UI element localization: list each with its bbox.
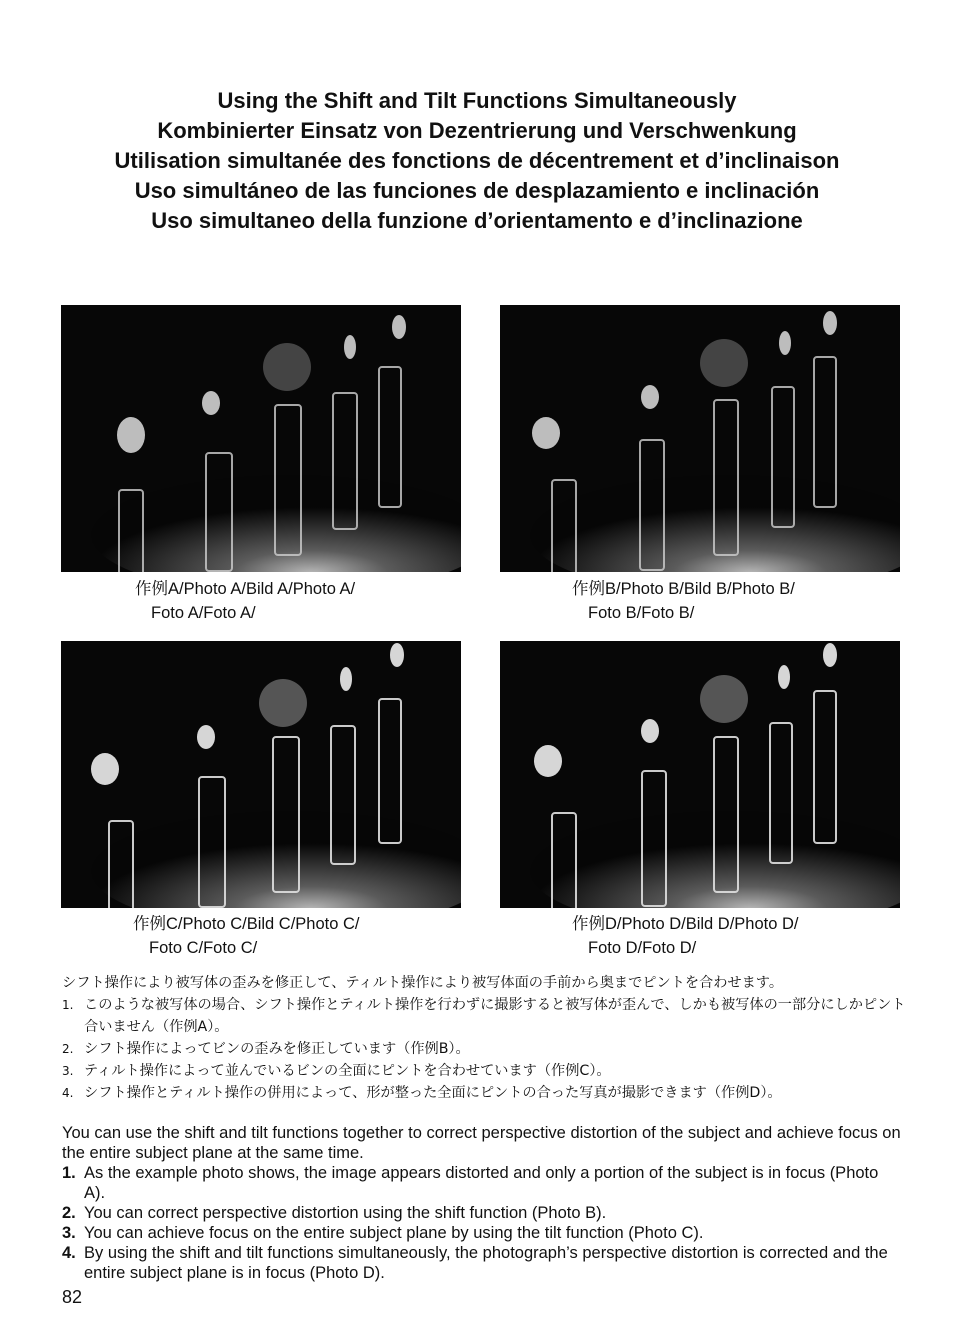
list-item <box>62 1203 902 1223</box>
english-section <box>62 1123 902 1283</box>
caption-photo-b <box>572 577 795 625</box>
caption-photo-a <box>135 577 355 625</box>
caption-photo-d <box>572 912 799 960</box>
list-text: シフト操作によってビンの歪みを修正しています（作例B）。 <box>84 1041 470 1057</box>
caption-line-2: Foto B/Foto B/ <box>588 604 695 622</box>
list-number: 2. <box>62 1204 76 1222</box>
title-spanish: Uso simultáneo de las funciones de desplazamiento e inclinación <box>134 178 820 203</box>
list-number: 1. <box>62 998 74 1012</box>
english-intro: You can use the shift and tilt functions together to correct perspective distortion of the subject and achieve focus on the entire subject plane at the same time. <box>62 1124 901 1162</box>
title-french: Utilisation simultanée des fonctions de décentrement et d’inclinaison <box>114 148 840 173</box>
photo-a <box>61 305 461 572</box>
caption-line-1: 作例A/Photo A/Bild A/Photo A/ <box>135 580 356 598</box>
list-number: 1. <box>62 1164 76 1182</box>
list-item <box>62 994 912 1038</box>
list-text: このような被写体の場合、シフト操作とティルト操作を行わずに撮影すると被写体が歪んで、しかも被写体の一部分にしかピント合いません（作例A）。 <box>84 997 906 1035</box>
list-item <box>62 1163 902 1203</box>
caption-photo-c <box>133 912 360 960</box>
caption-line-1: 作例B/Photo B/Bild B/Photo B/ <box>572 580 795 598</box>
list-number: 2. <box>62 1042 74 1056</box>
caption-line-2: Foto A/Foto A/ <box>151 604 256 622</box>
title-german: Kombinierter Einsatz von Dezentrierung und Verschwenkung <box>157 118 797 143</box>
list-number: 3. <box>62 1224 76 1242</box>
caption-line-2: Foto D/Foto D/ <box>588 939 697 957</box>
japanese-intro: シフト操作により被写体の歪みを修正して、ティルト操作により被写体面の手前から奥までピントを合わせます。 <box>62 975 784 991</box>
photo-b <box>500 305 900 572</box>
list-text: ティルト操作によって並んでいるビンの全面にピントを合わせています（作例C）。 <box>84 1063 611 1079</box>
japanese-section <box>62 972 912 1104</box>
caption-line-1: 作例C/Photo C/Bild C/Photo C/ <box>133 915 360 933</box>
list-number: 3. <box>62 1064 74 1078</box>
list-text: シフト操作とティルト操作の併用によって、形が整った全面にピントの合った写真が撮影できます（作例D）。 <box>84 1085 782 1101</box>
caption-line-1: 作例D/Photo D/Bild D/Photo D/ <box>572 915 799 933</box>
list-item <box>62 1223 902 1243</box>
page-number: 82 <box>62 1287 83 1307</box>
list-text: You can correct perspective distortion using the shift function (Photo B). <box>84 1204 607 1222</box>
list-item <box>62 1243 902 1283</box>
list-number: 4. <box>62 1086 74 1100</box>
list-text: As the example photo shows, the image appears distorted and only a portion of the subject is in focus (Photo A). <box>84 1164 879 1202</box>
caption-line-2: Foto C/Foto C/ <box>149 939 258 957</box>
title-italian: Uso simultaneo della funzione d’orientamento e d’inclinazione <box>151 208 803 233</box>
list-text: By using the shift and tilt functions simultaneously, the photograph’s perspective distortion is corrected and the entire subject plane is in focus (Photo D). <box>84 1244 888 1282</box>
list-item <box>62 1060 912 1082</box>
title-english: Using the Shift and Tilt Functions Simultaneously <box>217 88 737 113</box>
photo-c <box>61 641 461 908</box>
list-item <box>62 1038 912 1060</box>
photo-d <box>500 641 900 908</box>
list-text: You can achieve focus on the entire subject plane by using the tilt function (Photo C). <box>84 1224 704 1242</box>
list-number: 4. <box>62 1244 76 1262</box>
page-titles <box>0 86 954 236</box>
list-item <box>62 1082 912 1104</box>
